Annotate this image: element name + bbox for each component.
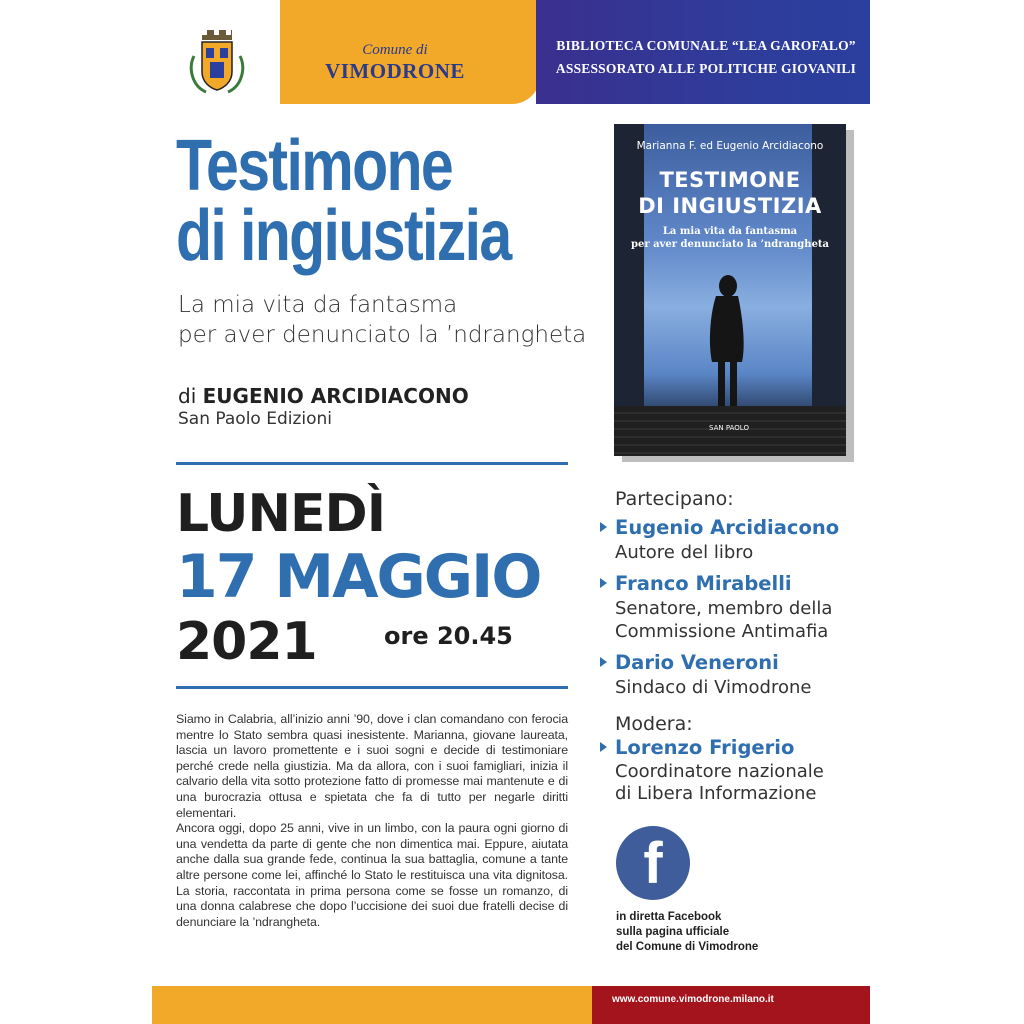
footer-website-link[interactable]: www.comune.vimodrone.milano.it — [612, 994, 774, 1005]
bullet-icon — [600, 522, 607, 532]
cover-silhouette-icon — [702, 274, 752, 410]
book-cover — [614, 124, 846, 456]
facebook-text-line: sulla pagina ufficiale — [616, 926, 730, 938]
book-description — [176, 712, 568, 930]
cover-title-1: TESTIMONE — [659, 168, 801, 192]
participant-role: Commissione Antimafia — [615, 621, 829, 642]
cover-publisher-logo: SAN PAOLO — [709, 424, 749, 432]
author-line — [178, 384, 469, 408]
title-line-2: di ingiustizia — [176, 196, 511, 276]
subtitle-line-2: per aver denunciato la ’ndrangheta — [178, 322, 587, 348]
event-time: ore 20.45 — [384, 622, 513, 650]
facebook-icon[interactable]: f — [616, 826, 690, 900]
event-year: 2021 — [176, 612, 317, 672]
event-day: LUNEDÌ — [176, 484, 386, 544]
divider-top — [176, 462, 568, 465]
comune-di-label: Comune di — [362, 42, 428, 58]
facebook-text-line: in diretta Facebook — [616, 911, 722, 923]
footer-red-band — [592, 986, 870, 1024]
bullet-icon — [600, 578, 607, 588]
cover-title-2: DI INGIUSTIZIA — [638, 194, 822, 218]
participant-role: Sindaco di Vimodrone — [615, 677, 812, 698]
description-paragraph-2: Ancora oggi, dopo 25 anni, vive in un limbo, con la paura ogni giorno di una vendetta da parte di gente che non dimentica mai. Eppure, aiutata anche dalla sua grande fede, continua la sua battaglia, comune a tante altre persone come lei, affinché lo Stato le restituisca una vita dignitosa. La storia, raccontata in prima persona come se fosse un romanzo, di una donna calabrese che dopo l’uccisione dei suoi due fratelli decise di denunciare la ’ndrangheta. — [176, 821, 568, 929]
participant-name: Eugenio Arcidiacono — [615, 516, 840, 539]
participants-heading: Partecipano: — [615, 488, 734, 510]
divider-bottom — [176, 686, 568, 689]
vimodrone-label: VIMODRONE — [325, 59, 465, 83]
cover-subtitle-1: La mia vita da fantasma — [662, 226, 798, 237]
participant-name: Dario Veneroni — [615, 651, 779, 674]
participant-role: Autore del libro — [615, 542, 754, 563]
author-name: EUGENIO ARCIDIACONO — [202, 384, 469, 408]
cover-authors: Marianna F. ed Eugenio Arcidiacono — [636, 140, 824, 152]
participant-role: Senatore, membro della — [615, 598, 833, 619]
subtitle-line-1: La mia vita da fantasma — [178, 292, 458, 318]
participant-name: Franco Mirabelli — [615, 572, 792, 595]
bullet-icon — [600, 657, 607, 667]
title-line-1: Testimone — [176, 126, 453, 206]
moderator-heading: Modera: — [615, 713, 693, 735]
moderator-name: Lorenzo Frigerio — [615, 736, 795, 759]
event-date: 17 MAGGIO — [176, 542, 541, 612]
bullet-icon — [600, 742, 607, 752]
coat-of-arms-icon — [186, 28, 248, 98]
cover-subtitle-2: per aver denunciato la ’ndrangheta — [630, 239, 830, 250]
facebook-text-line: del Comune di Vimodrone — [616, 941, 759, 953]
author-prefix: di — [178, 384, 197, 408]
description-paragraph-1: Siamo in Calabria, all’inizio anni ’90, dove i clan comandano con ferocia mentre lo Stato sembra quasi inesistente. Marianna, giovane laureata, lascia un lavoro promettente e i suoi sogni e decide di testimoniare perché crede nella giustizia. Ma da allora, con i suoi famigliari, inizia il calvario della vita sotto protezione fatto di promesse mai mantenute e di una burocrazia ottusa e spietata che fa di tutto per negarle diritti elementari. — [176, 712, 568, 820]
publisher: San Paolo Edizioni — [178, 409, 333, 429]
footer-orange-band — [152, 986, 592, 1024]
moderator-role: Coordinatore nazionale — [615, 761, 824, 782]
moderator-role: di Libera Informazione — [615, 783, 817, 804]
library-name: BIBLIOTECA COMUNALE “LEA GAROFALO” — [556, 38, 856, 53]
assessorato-name: ASSESSORATO ALLE POLITICHE GIOVANILI — [555, 61, 857, 76]
